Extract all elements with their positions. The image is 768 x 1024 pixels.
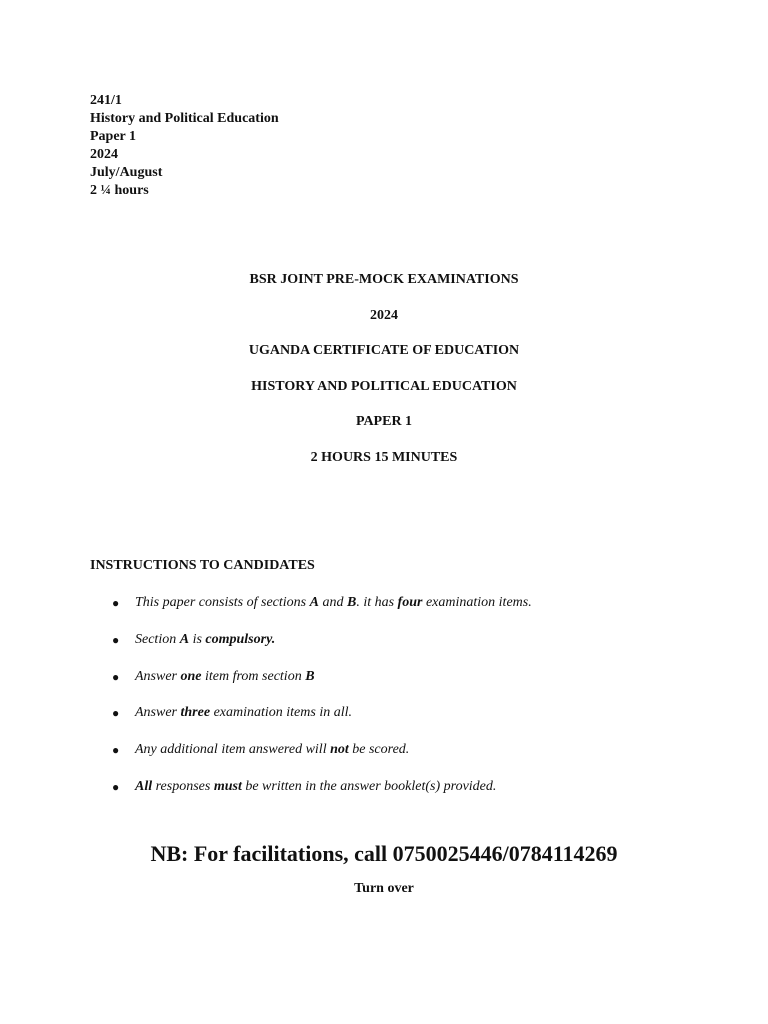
bullet-icon: ● xyxy=(112,669,120,684)
instruction-emphasis: B xyxy=(305,668,315,684)
exam-period: July/August xyxy=(90,165,163,180)
instruction-emphasis: must xyxy=(213,778,242,794)
instruction-text: . it has xyxy=(356,595,398,610)
paper-code: 241/1 xyxy=(90,93,122,108)
instruction-emphasis: A xyxy=(179,631,190,647)
instruction-text: This paper consists of sections xyxy=(135,595,310,610)
instruction-text: be written in the answer booklet(s) provided. xyxy=(241,778,497,794)
instruction-emphasis: not xyxy=(330,742,349,758)
instruction-text: examination items. xyxy=(422,595,532,610)
instruction-emphasis: All xyxy=(135,778,153,794)
instruction-text: is xyxy=(189,631,206,647)
instruction-text: Answer xyxy=(135,705,181,721)
bullet-icon: ● xyxy=(112,779,120,794)
instruction-emphasis: one xyxy=(180,668,202,684)
instruction-item xyxy=(90,591,710,628)
duration-title: 2 HOURS 15 MINUTES xyxy=(310,449,458,465)
instruction-item xyxy=(90,628,710,665)
instruction-emphasis: four xyxy=(397,595,423,610)
instruction-item xyxy=(90,738,710,775)
nb-contact-line: NB: For facilitations, call 0750025446/0784114269 xyxy=(150,841,618,866)
instruction-item xyxy=(90,701,710,738)
instructions-list xyxy=(90,591,710,812)
paper-number: Paper 1 xyxy=(90,129,137,144)
instruction-text: be scored. xyxy=(348,742,410,758)
instruction-emphasis: compulsory. xyxy=(205,631,276,647)
instruction-item xyxy=(90,665,710,702)
bullet-icon: ● xyxy=(112,596,120,610)
certificate-title: UGANDA CERTIFICATE OF EDUCATION xyxy=(248,343,520,359)
instruction-item xyxy=(90,775,710,812)
year-title: 2024 xyxy=(370,307,398,323)
instruction-emphasis: B xyxy=(346,595,357,610)
instruction-text: Answer xyxy=(135,668,181,684)
instruction-text: Section xyxy=(135,631,180,647)
paper-title: PAPER 1 xyxy=(355,414,413,430)
instruction-emphasis: three xyxy=(180,705,211,721)
bullet-icon: ● xyxy=(112,743,120,758)
subject-name: History and Political Education xyxy=(90,111,279,126)
instruction-text: responses xyxy=(152,778,214,794)
exam-duration: 2 ¼ hours xyxy=(90,183,149,198)
exam-header xyxy=(90,92,279,200)
instruction-text: examination items in all. xyxy=(210,705,352,721)
title-block xyxy=(0,270,768,484)
instruction-text: item from section xyxy=(201,668,306,684)
instruction-text: Any additional item answered will xyxy=(135,742,331,758)
exam-name-title: BSR JOINT PRE-MOCK EXAMINATIONS xyxy=(249,272,519,287)
instruction-emphasis: A xyxy=(309,595,319,610)
instructions-heading: INSTRUCTIONS TO CANDIDATES xyxy=(90,558,315,573)
exam-year: 2024 xyxy=(90,147,118,162)
turn-over-label: Turn over xyxy=(354,881,414,896)
instruction-text: and xyxy=(318,595,347,610)
bullet-icon: ● xyxy=(112,706,120,721)
subject-title: HISTORY AND POLITICAL EDUCATION xyxy=(251,378,517,394)
bullet-icon: ● xyxy=(112,632,120,647)
